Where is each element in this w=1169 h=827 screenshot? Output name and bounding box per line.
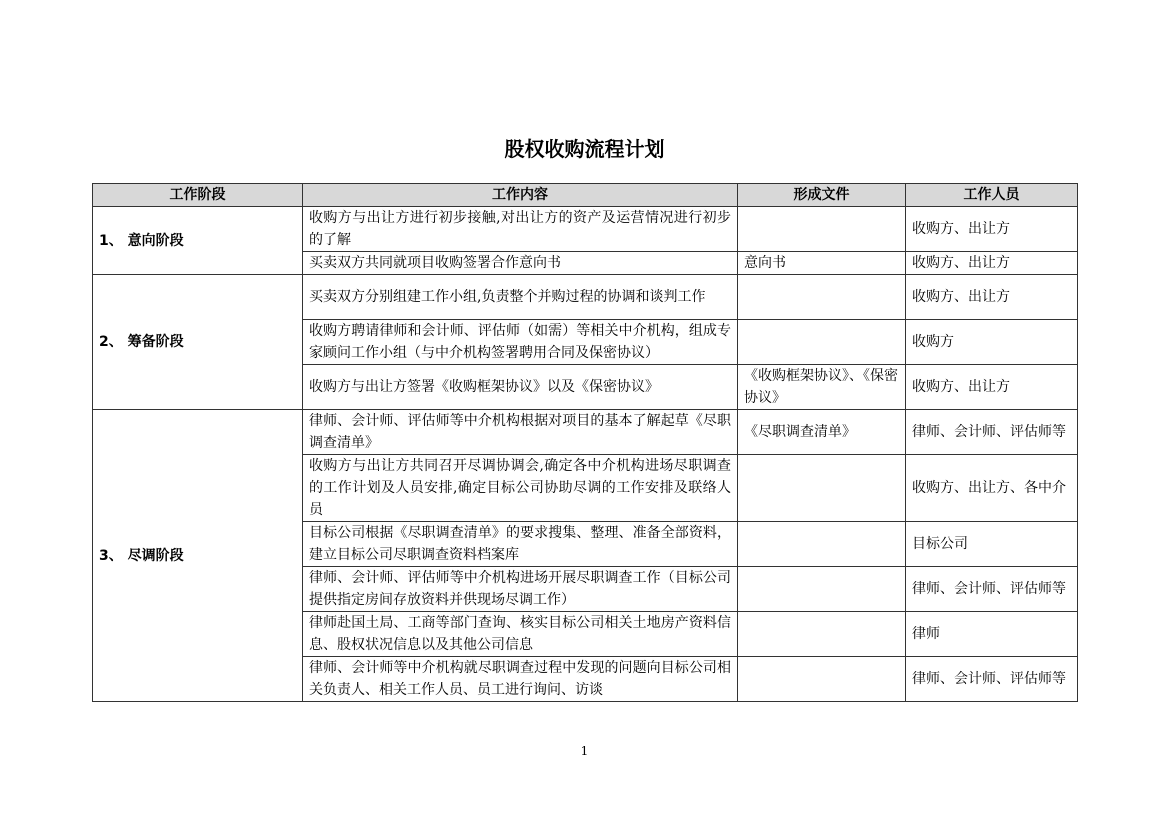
stage-preparation: 2、 筹备阶段: [93, 275, 303, 410]
row-file: [738, 275, 906, 320]
row-file: [738, 207, 906, 252]
header-content: 工作内容: [303, 184, 738, 207]
row-staff: 律师、会计师、评估师等: [906, 567, 1078, 612]
row-content: 律师、会计师、评估师等中介机构进场开展尽职调查工作（目标公司提供指定房间存放资料并供现场尽调工作）: [303, 567, 738, 612]
row-staff: 收购方: [906, 320, 1078, 365]
row-content: 律师、会计师、评估师等中介机构根据对项目的基本了解起草《尽职调查清单》: [303, 410, 738, 455]
row-file: 意向书: [738, 252, 906, 275]
row-staff: 收购方、出让方: [906, 365, 1078, 410]
row-staff: 律师: [906, 612, 1078, 657]
row-staff: 律师、会计师、评估师等: [906, 410, 1078, 455]
stage-intent: 1、 意向阶段: [93, 207, 303, 275]
row-staff: 律师、会计师、评估师等: [906, 657, 1078, 702]
row-file: [738, 455, 906, 522]
header-stage: 工作阶段: [93, 184, 303, 207]
header-staff: 工作人员: [906, 184, 1078, 207]
document-title: 股权收购流程计划: [504, 137, 665, 161]
row-file: [738, 657, 906, 702]
acquisition-plan-table: [92, 183, 1078, 702]
row-content: 收购方与出让方进行初步接触,对出让方的资产及运营情况进行初步的了解: [303, 207, 738, 252]
row-staff: 目标公司: [906, 522, 1078, 567]
row-content: 买卖双方共同就项目收购签署合作意向书: [303, 252, 738, 275]
row-file: 《收购框架协议》、《保密协议》: [738, 365, 906, 410]
row-content: 收购方聘请律师和会计师、评估师（如需）等相关中介机构，组成专家顾问工作小组（与中介机构签署聘用合同及保密协议）: [303, 320, 738, 365]
table-row: [93, 207, 1078, 252]
row-content: 律师、会计师等中介机构就尽职调查过程中发现的问题向目标公司相关负责人、相关工作人员、员工进行询问、访谈: [303, 657, 738, 702]
row-content: 买卖双方分别组建工作小组,负责整个并购过程的协调和谈判工作: [303, 275, 738, 320]
row-file: [738, 612, 906, 657]
table-row: [93, 275, 1078, 320]
header-file: 形成文件: [738, 184, 906, 207]
row-staff: 收购方、出让方: [906, 275, 1078, 320]
stage-due-diligence: 3、 尽调阶段: [93, 410, 303, 702]
row-content: 收购方与出让方签署《收购框架协议》以及《保密协议》: [303, 365, 738, 410]
table-header-row: [93, 184, 1078, 207]
row-content: 律师赴国土局、工商等部门查询、核实目标公司相关土地房产资料信息、股权状况信息以及其他公司信息: [303, 612, 738, 657]
row-file: [738, 320, 906, 365]
row-staff: 收购方、出让方、各中介: [906, 455, 1078, 522]
page-number: 1: [580, 744, 589, 758]
row-staff: 收购方、出让方: [906, 252, 1078, 275]
row-content: 收购方与出让方共同召开尽调协调会,确定各中介机构进场尽职调查的工作计划及人员安排,确定目标公司协助尽调的工作安排及联络人员: [303, 455, 738, 522]
row-staff: 收购方、出让方: [906, 207, 1078, 252]
row-file: [738, 522, 906, 567]
row-content: 目标公司根据《尽职调查清单》的要求搜集、整理、准备全部资料，建立目标公司尽职调查资料档案库: [303, 522, 738, 567]
row-file: 《尽职调查清单》: [738, 410, 906, 455]
row-file: [738, 567, 906, 612]
table-row: [93, 410, 1078, 455]
